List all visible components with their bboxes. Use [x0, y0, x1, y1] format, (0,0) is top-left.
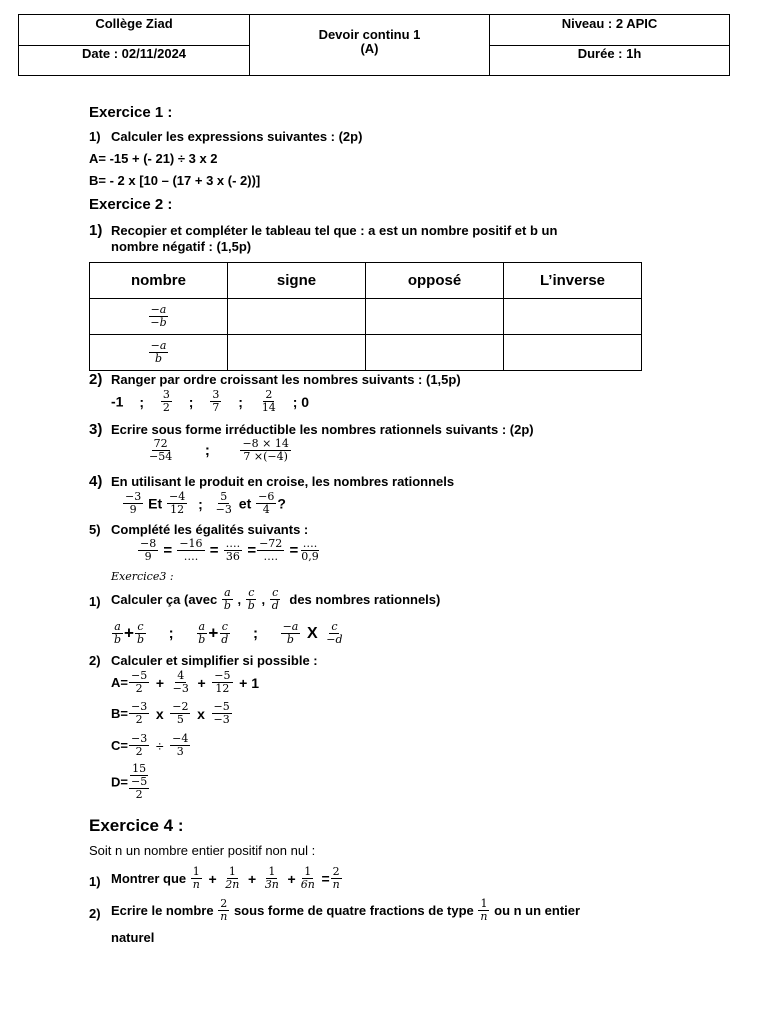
table-cell-signe — [228, 335, 366, 371]
table-cell-oppose — [366, 299, 504, 335]
ex2-q3-fractions — [146, 438, 292, 463]
number-minus-one: -1 — [111, 393, 124, 410]
separator: ; — [168, 625, 174, 642]
nested-fraction: $\frac{15}{\frac{-5}{2}}$ — [130, 762, 148, 801]
plus-sign: + — [124, 623, 134, 643]
fraction-blank-0-9: …. 0,9 — [301, 537, 319, 563]
fraction-1-6n: $\frac{1}{6n}$ — [300, 865, 315, 891]
exam-level: Niveau : 2 APIC — [490, 15, 729, 46]
table-cell-signe — [228, 299, 366, 335]
fraction: $\frac{-5}{12}$ — [214, 669, 231, 695]
equals-sign: = — [163, 542, 173, 559]
ex4-q2-text-start: Ecrire le nombre — [111, 903, 214, 918]
fraction: $\frac{4}{-3}$ — [172, 669, 189, 695]
times-sign: x — [197, 705, 205, 722]
fraction-1-n: $\frac{1}{n}$ — [480, 897, 488, 923]
fraction-blank-36: …. 36 — [225, 537, 241, 563]
ex1-expression-a: A= -15 + (- 21) ÷ 3 x 2 — [89, 151, 218, 166]
ex3-expression-a — [111, 670, 261, 695]
equals-sign: = — [321, 870, 330, 887]
plus-sign: + — [287, 870, 296, 887]
label-c: C= — [111, 738, 128, 753]
ex4-q2-line2: naturel — [111, 930, 155, 945]
table-header-signe: signe — [228, 263, 366, 299]
ex1-q1-number: 1) — [89, 129, 101, 144]
ex2-title: Exercice 2 : — [89, 196, 173, 213]
fraction-minus-a-over-b: $\frac{-a}{b}$ — [150, 339, 167, 365]
fraction-72-minus-54: $\frac{72}{-54}$ — [149, 437, 173, 463]
ex2-q5-text: Complété les égalités suivants : — [111, 522, 309, 537]
ex2-q3-text: Ecrire sous forme irréductible les nombres rationnels suivants : (2p) — [111, 422, 534, 437]
plus-sign: + — [208, 870, 217, 887]
ex3-title: Exercice3 : — [111, 570, 174, 583]
separator: ; — [204, 442, 210, 459]
ex4-q1-text: Montrer que — [111, 871, 187, 886]
table-cell-inverse — [504, 335, 642, 371]
exam-title-line2: (A) — [360, 41, 379, 56]
ex3-q2-text: Calculer et simplifier si possible : — [111, 653, 318, 668]
ex4-q2-line1 — [111, 898, 580, 923]
fraction-1-2n: $\frac{1}{2n}$ — [225, 865, 240, 891]
table-row — [90, 299, 642, 335]
plus-one: + 1 — [239, 674, 259, 691]
separator: ; — [238, 393, 243, 410]
fraction-minus3-9: $\frac{-3}{9}$ — [125, 490, 142, 516]
fraction: $\frac{-3}{2}$ — [130, 732, 148, 758]
ex4-q1-line — [111, 866, 343, 891]
ex2-q4-number: 4) — [89, 473, 103, 490]
number-zero: ; 0 — [292, 393, 310, 410]
separator: ; — [188, 393, 194, 410]
ex2-q3-number: 3) — [89, 421, 103, 438]
ex1-title: Exercice 1 : — [89, 104, 173, 121]
fraction: $\frac{-5}{-3}$ — [213, 700, 230, 726]
equals-sign: = — [289, 542, 299, 559]
ex3-expression-b — [111, 701, 233, 726]
fraction-minus-a-over-minus-b: $\frac{-a}{-b}$ — [150, 303, 167, 329]
ex3-expression-d — [111, 763, 150, 801]
exam-date: Date : 02/11/2024 — [19, 46, 250, 75]
plus-sign: + — [155, 674, 165, 691]
fraction-product: $\frac{-8 \times 14}{7 \times(-4)}$ — [242, 437, 289, 463]
fraction-2-n: $\frac{2}{n}$ — [332, 865, 340, 891]
fraction-3-2: $\frac{3}{2}$ — [162, 388, 170, 414]
fraction-minus72-blank: −72 …. — [259, 537, 283, 563]
fraction-a-b: $\frac{a}{b}$ — [198, 620, 206, 646]
table-header-row — [90, 263, 642, 299]
ex3-q1-number: 1) — [89, 594, 101, 609]
fraction-1-3n: $\frac{1}{3n}$ — [264, 865, 279, 891]
fraction-c-d: $\frac{c}{d}$ — [271, 586, 279, 612]
fraction-minus8-9: $\frac{-8}{9}$ — [140, 537, 157, 563]
ex3-expression-c — [111, 733, 191, 758]
table-cell-inverse — [504, 299, 642, 335]
ex4-q2-text-middle: sous forme de quatre fractions de type — [233, 903, 474, 918]
label-b: B= — [111, 706, 128, 721]
ex4-title: Exercice 4 : — [89, 816, 184, 835]
exam-duration: Durée : 1h — [577, 46, 642, 61]
ex2-q5-equalities — [137, 538, 322, 563]
ex2-q5-number: 5) — [89, 522, 101, 537]
comma: , — [237, 592, 242, 607]
plus-sign: + — [208, 623, 219, 643]
comma: , — [261, 592, 266, 607]
word-et: Et — [148, 495, 163, 512]
ex4-q2-text-end: ou n un entier — [494, 903, 581, 918]
fraction-1-n: $\frac{1}{n}$ — [192, 865, 200, 891]
label-a: A= — [111, 675, 128, 690]
equals-sign: = — [209, 542, 219, 559]
ex2-q2-numbers — [111, 389, 309, 414]
table-cell-oppose — [366, 335, 504, 371]
ex4-intro: Soit n un nombre entier positif non nul : — [89, 843, 316, 858]
plus-sign: + — [197, 674, 206, 691]
table-header-oppose: opposé — [366, 263, 504, 299]
inner-fraction — [129, 776, 149, 801]
ex2-q1-line1: Recopier et compléter le tableau tel que : a est un nombre positif et b un — [111, 223, 558, 238]
table-header-inverse: L’inverse — [504, 263, 642, 299]
header-table — [18, 14, 730, 76]
fraction-2-14: $\frac{2}{14}$ — [261, 388, 276, 414]
fraction-minus16-blank: −16 …. — [179, 537, 203, 563]
sign-table — [89, 262, 642, 371]
word-et: et — [238, 495, 252, 512]
fraction: $\frac{-2}{5}$ — [172, 700, 189, 726]
fraction-3-7: $\frac{3}{7}$ — [212, 388, 220, 414]
table-header-nombre: nombre — [90, 263, 228, 299]
equals-sign: = — [247, 542, 257, 559]
ex2-q2-number: 2) — [89, 371, 103, 388]
fraction-c-minus-d: $\frac{c}{-d}$ — [326, 620, 343, 646]
ex3-expressions — [111, 621, 346, 646]
label-d: D= — [111, 774, 128, 790]
fraction-c-d: $\frac{c}{d}$ — [221, 620, 229, 646]
fraction-minus4-12: $\frac{-4}{12}$ — [169, 490, 186, 516]
fraction-5-minus3: $\frac{5}{-3}$ — [215, 490, 232, 516]
times-sign: X — [306, 624, 318, 642]
ex2-q2-text: Ranger par ordre croissant les nombres suivants : (1,5p) — [111, 372, 461, 387]
ex4-q1-number: 1) — [89, 874, 101, 889]
fraction-a-b: $\frac{a}{b}$ — [223, 586, 231, 612]
separator: ; — [198, 495, 203, 512]
separator: ; — [139, 393, 145, 410]
question-mark: ? — [277, 495, 286, 512]
ex4-q2-number: 2) — [89, 906, 101, 921]
fraction: $\frac{-5}{2}$ — [130, 775, 148, 801]
ex3-q2-number: 2) — [89, 653, 101, 668]
division-sign: ÷ — [155, 737, 164, 754]
fraction-a-b: $\frac{a}{b}$ — [114, 620, 122, 646]
ex2-q4-fractions — [122, 491, 286, 516]
exam-title — [250, 15, 490, 75]
table-cell-nombre — [90, 299, 228, 335]
ex3-q1-line — [111, 587, 440, 612]
plus-sign: + — [248, 870, 257, 887]
fraction-2-n: $\frac{2}{n}$ — [220, 897, 228, 923]
times-sign: x — [155, 705, 164, 722]
exam-title-line1: Devoir continu 1 — [318, 27, 421, 42]
school-name: Collège Ziad — [19, 15, 250, 46]
separator: ; — [252, 625, 258, 642]
ex2-q1-line2: nombre négatif : (1,5p) — [111, 239, 252, 254]
ex3-q1-text-end: des nombres rationnels) — [289, 592, 441, 607]
fraction-c-b: $\frac{c}{b}$ — [136, 620, 145, 646]
fraction-minus-a-b: $\frac{-a}{b}$ — [282, 620, 299, 646]
fraction: $\frac{-3}{2}$ — [130, 700, 148, 726]
ex1-expression-b: B= - 2 x [10 – (17 + 3 x (- 2))] — [89, 173, 261, 188]
table-cell-nombre — [90, 335, 228, 371]
fraction-c-b: $\frac{c}{b}$ — [247, 586, 255, 612]
ex3-q1-text-start: Calculer ça (avec — [111, 592, 218, 607]
table-row — [90, 335, 642, 371]
ex2-q4-text: En utilisant le produit en croise, les nombres rationnels — [111, 474, 455, 489]
fraction: $\frac{-4}{3}$ — [172, 732, 189, 758]
fraction-minus6-4: $\frac{-6}{4}$ — [258, 490, 275, 516]
ex1-q1-text: Calculer les expressions suivantes : (2p) — [111, 129, 363, 144]
fraction: $\frac{-5}{2}$ — [130, 669, 148, 695]
ex2-q1-number: 1) — [89, 222, 103, 239]
